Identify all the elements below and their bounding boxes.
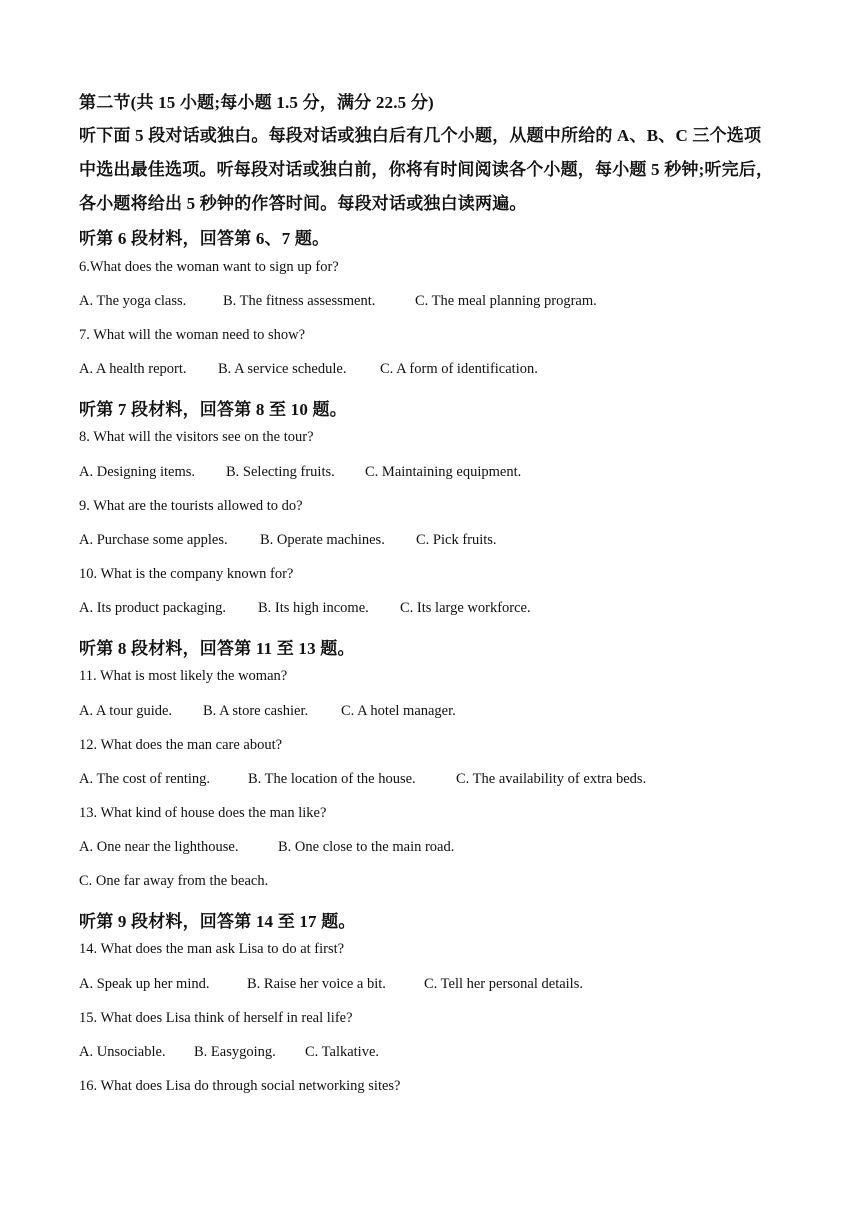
option-14b: B. Raise her voice a bit.	[247, 976, 386, 992]
option-15b: B. Easygoing.	[194, 1044, 276, 1060]
option-8a: A. Designing items.	[79, 464, 195, 480]
option-6c: C. The meal planning program.	[415, 293, 597, 309]
options-14	[79, 976, 583, 993]
option-8b: B. Selecting fruits.	[226, 464, 335, 480]
option-7b: B. A service schedule.	[218, 361, 347, 377]
question-7: 7. What will the woman need to show?	[79, 327, 306, 343]
option-8c: C. Maintaining equipment.	[365, 464, 522, 480]
option-13b: B. One close to the main road.	[278, 839, 455, 855]
option-12a: A. The cost of renting.	[79, 771, 211, 787]
question-14: 14. What does the man ask Lisa to do at first?	[79, 941, 345, 957]
option-9c: C. Pick fruits.	[416, 532, 497, 548]
option-12b: B. The location of the house.	[248, 771, 416, 787]
option-11a: A. A tour guide.	[79, 703, 173, 719]
question-10: 10. What is the company known for?	[79, 566, 294, 582]
question-16: 16. What does Lisa do through social networking sites?	[79, 1078, 401, 1094]
instructions-line-1: 听下面 5 段对话或独白。每段对话或独白后有几个小题，从题中所给的 A、B、C 三个选项	[79, 126, 762, 145]
question-8: 8. What will the visitors see on the tour?	[79, 429, 314, 445]
group-heading-8: 听第 8 段材料，回答第 11 至 13 题。	[79, 639, 355, 658]
option-6a: A. The yoga class.	[79, 293, 187, 309]
option-11b: B. A store cashier.	[203, 703, 309, 719]
question-11: 11. What is most likely the woman?	[79, 668, 288, 684]
options-13	[79, 839, 454, 856]
option-6b: B. The fitness assessment.	[223, 293, 376, 309]
options-10	[79, 600, 531, 617]
options-7	[79, 361, 538, 378]
options-9	[79, 532, 497, 549]
question-15: 15. What does Lisa think of herself in real life?	[79, 1010, 353, 1026]
option-10b: B. Its high income.	[258, 600, 369, 616]
option-7a: A. A health report.	[79, 361, 187, 377]
options-6	[79, 293, 597, 310]
instructions-line-3: 各小题将给出 5 秒钟的作答时间。每段对话或独白读两遍。	[79, 194, 527, 213]
option-13c: C. One far away from the beach.	[79, 873, 269, 889]
options-11	[79, 703, 456, 720]
options-15	[79, 1044, 379, 1061]
section-title: 第二节(共 15 小题;每小题 1.5 分，满分 22.5 分)	[79, 93, 434, 112]
option-14c: C. Tell her personal details.	[424, 976, 583, 992]
question-6: 6.What does the woman want to sign up for?	[79, 259, 339, 275]
option-14a: A. Speak up her mind.	[79, 976, 210, 992]
option-9b: B. Operate machines.	[260, 532, 385, 548]
option-15a: A. Unsociable.	[79, 1044, 166, 1060]
option-9a: A. Purchase some apples.	[79, 532, 228, 548]
group-heading-9: 听第 9 段材料，回答第 14 至 17 题。	[79, 912, 356, 931]
options-8	[79, 464, 521, 481]
question-13: 13. What kind of house does the man like?	[79, 805, 327, 821]
option-15c: C. Talkative.	[305, 1044, 380, 1060]
question-12: 12. What does the man care about?	[79, 737, 283, 753]
option-13a: A. One near the lighthouse.	[79, 839, 239, 855]
group-heading-6: 听第 6 段材料，回答第 6、7 题。	[79, 229, 330, 248]
option-10c: C. Its large workforce.	[400, 600, 531, 616]
question-9: 9. What are the tourists allowed to do?	[79, 498, 303, 514]
option-10a: A. Its product packaging.	[79, 600, 226, 616]
instructions-line-2: 中选出最佳选项。听每段对话或独白前，你将有时间阅读各个小题，每小题 5 秒钟;听完后，	[79, 160, 774, 179]
option-7c: C. A form of identification.	[380, 361, 538, 377]
option-11c: C. A hotel manager.	[341, 703, 456, 719]
group-heading-7: 听第 7 段材料，回答第 8 至 10 题。	[79, 400, 347, 419]
options-12	[79, 771, 646, 788]
option-12c: C. The availability of extra beds.	[456, 771, 647, 787]
